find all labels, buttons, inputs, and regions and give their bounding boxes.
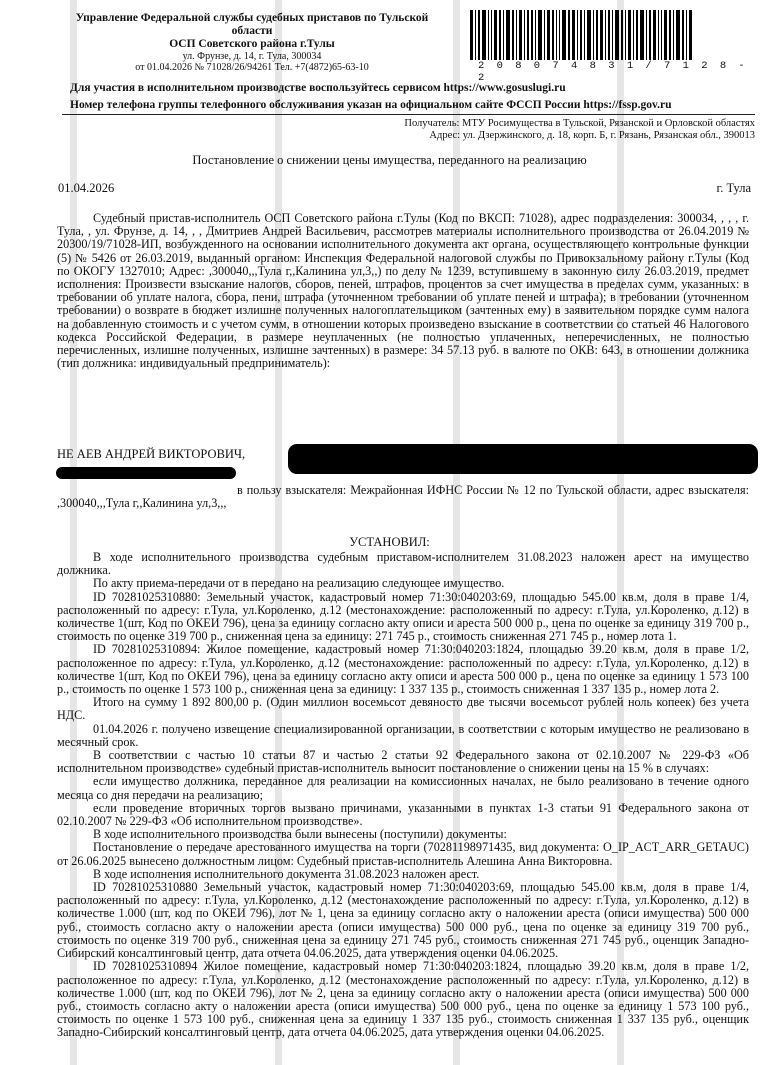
- body-paragraph: если имущество должника, переданное для реализации на комиссионных началах, не было реализовано в течение одного месяца со дня передачи на реализацию;: [57, 774, 749, 802]
- intro-paragraph: [57, 212, 749, 370]
- gosuslugi-notice: Для участия в исполнительном производстве воспользуйтесь сервисом https://www.gosuslugi.ru: [70, 82, 566, 94]
- body-paragraph: ID 70281025310894 Жилое помещение, кадастровый номер 71:30:040203:1824, площадью 39.20 кв.м, доля в праве 1/2, расположенное по адресу: г.Тула, ул.Короленко, д.12 (местонахождение расположенный по адресу: г.Тула, ул.Короленко, д.12) в количестве 1.000 (шт, код по ОКЕИ 796), лот № 2, цена за единицу согласно акту о наложении ареста (описи имущества) 500 000 руб., стоимость согласно акту о наложении ареста (описи имущества) 500 000 руб., цена по оценке за единицу 1 573 100 руб., стоимость по оценке 1 573 100 руб., сниженная цена за единицу 1 337 135 руб., стоимость сниженная 1 337 135 руб., оценщик Западно-Сибирский консалтинговый центр, дата отчета 04.06.2025, дата утверждения оценки 04.06.2025.: [57, 959, 749, 1040]
- established-heading: УСТАНОВИЛ:: [349, 535, 430, 549]
- body-paragraph: Итого на сумму 1 892 800,00 р. (Один миллион восемьсот девяносто две тысячи восемьсот рублей ноль копеек) без учета НДС.: [57, 695, 749, 723]
- barcode: [470, 10, 760, 60]
- recoverer-paragraph: [57, 484, 749, 510]
- recipient-block: [404, 118, 755, 142]
- body-paragraph: В ходе исполнительного производства были вынесены (поступили) документы:: [93, 827, 507, 842]
- agency-name: Управление Федеральной службы судебных приставов по Тульской области: [75, 12, 429, 37]
- body-paragraph: По акту приема-передачи от в передано на реализацию следующее имущество.: [93, 576, 505, 591]
- body-paragraph: 01.04.2026 г. получено извещение специализированной организации, в соответствии с которым имущество не реализовано в месячный срок.: [57, 721, 749, 749]
- reference-line: от 01.04.2026 № 71028/26/94261 Тел. +7(4872)65-63-10: [135, 62, 369, 73]
- barcode-number: 2 0 8 0 7 4 8 3 1 / 7 1 2 8 - 2: [478, 60, 748, 84]
- main-body: [57, 551, 749, 1040]
- document-city: г. Тула: [716, 181, 751, 195]
- department-name: ОСП Советского района г.Тулы: [169, 38, 335, 50]
- body-paragraph: ID 70281025310880: Земельный участок, кадастровый номер 71:30:040203:69, площадью 545.00 кв.м, доля в праве 1/4, расположенный по адресу: г.Тула, ул.Короленко, д.12 (местонахождение: расположенный по адресу: г.Тула, ул.Короленко, д.12) в количестве 1(шт, Код по ОКЕИ 796), цена за единицу согласно акту описи и ареста 500 000 р., цена по оценке за единицу 319 700 р., стоимость по оценке 319 700 р., сниженная цена за единицу: 271 745 р., стоимость сниженная 271 745 р., номер лота 1.: [57, 589, 749, 644]
- body-paragraph: ID 70281025310880 Земельный участок, кадастровый номер 71:30:040203:69, площадью 545.00 кв.м, доля в праве 1/4, расположенный по адресу: г.Тула, ул.Короленко, д.12 (местонахождение расположенный по адресу: г.Тула, ул.Короленко, д.12) в количестве 1.000 (шт, код по ОКЕИ 796), лот № 1, цена за единицу согласно акту о наложении ареста (описи имущества) 500 000 руб., стоимость согласно акту о наложении ареста (описи имущества) 500 000 руб., цена по оценке за единицу 319 700 руб., стоимость по оценке 319 700 руб., сниженная цена за единицу 271 745 руб., стоимость сниженная 271 745 руб., оценщик Западно-Сибирский консалтинговый центр, дата отчета 04.06.2025, дата утверждения оценки 04.06.2025.: [57, 880, 749, 961]
- body-paragraph: В ходе исполнительного производства судебным приставом-исполнителем 31.08.2023 наложен арест на имущество должника.: [57, 550, 749, 578]
- body-paragraph: В ходе исполнения исполнительного документа 31.08.2023 наложен арест.: [93, 866, 480, 881]
- recoverer-text: в пользу взыскателя: Межрайонная ИФНС России № 12 по Тульской области, адрес взыскателя: ,300040,,,Тула г,,Калинина ул,3,,,: [57, 483, 749, 511]
- header-divider: [62, 114, 755, 115]
- body-paragraph: ID 70281025310894: Жилое помещение, кадастровый номер 71:30:040203:1824, площадью 39.20 кв.м, доля в праве 1/2, расположенное по адресу: г.Тула, ул.Короленко, д.12 (местонахождение: расположенный по адресу: г.Тула, ул.Короленко, д.12) в количестве 1(шт, Код по ОКЕИ 796), цена за единицу согласно акту описи и ареста 500 000 р., цена по оценке за единицу 1 573 100 р., стоимость по оценке 1 573 100 р., сниженная цена за единицу: 1 337 135 р., стоимость сниженная 1 337 135 р., номер лота 2.: [57, 642, 749, 697]
- recipient-address: Адрес: ул. Дзержинского, д. 18, корп. Б, г. Рязань, Рязанская обл., 390013: [429, 130, 755, 141]
- document-header: [62, 12, 442, 73]
- recipient-name: Получатель: МТУ Росимущества в Тульской, Рязанской и Орловской областях: [404, 118, 755, 129]
- phone-notice: Номер телефона группы телефонного обслуживания указан на официальном сайте ФССП России https://fssp.gov.ru: [70, 99, 672, 111]
- debtor-name: НЕ АЕВ АНДРЕЙ ВИКТОРОВИЧ,: [57, 447, 246, 461]
- intro-text: Судебный пристав-исполнитель ОСП Советского района г.Тулы (Код по ВКСП: 71028), адрес подразделения: 300034, , , , г. Тула, , ул. Фрунзе, д. 14, , , Дмитриев Андрей Васильевич, рассмотрев материалы исполнительного производства от 26.04.2019 № 20300/19/71028-ИП, возбужденного на основании исполнительного документа акт органа, осуществляющего контрольные функции (5) № 5426 от 26.03.2019, выданный органом: Инспекция Федеральной налоговой службы по Привокзальному району г.Тулы (Код по ОКОГУ 1327010; Адрес: ,300040,,,Тула г,,Калинина ул,3,,) по делу № 1239, вступившему в законную силу 26.03.2019, предмет исполнения: Произвести взыскание налогов, сборов, пеней, штрафов, процентов за счет имущества в пределах сумм, указанных: в требовании об уплате налога, сбора, пени, штрафа (уточненном требовании об уплате пеней и штрафа); в требовании (уточненном требовании) о возврате в бюджет излишне полученных налогоплательщиком (зачтенных ему) в заявительном порядке сумм налога на добавленную стоимость и с учетом сумм, в отношении которых произведено взыскание в соответствии со статьей 46 Налогового кодекса Российской Федерации, в размере неуплаченных (не полностью уплаченных, неперечисленных, не полностью перечисленных, излишне полученных, излишне зачтенных) в размере: 34 57.13 руб. в валюте по ОКВ: 643, в отношении должника (тип должника: индивидуальный предприниматель):: [57, 211, 749, 371]
- document-title: Постановление о снижении цены имущества, переданного на реализацию: [192, 153, 587, 167]
- department-address: ул. Фрунзе, д. 14, г. Тула, 300034: [182, 51, 322, 62]
- redaction-bar: [288, 444, 758, 474]
- body-paragraph: Постановление о передаче арестованного имущества на торги (70281198971435, вид документа: O_IP_ACT_ARR_GETAUC) от 26.06.2025 вынесено должностным лицом: Судебный пристав-исполнитель Алешина Анна Викторовна.: [57, 840, 749, 868]
- body-paragraph: если проведение вторичных торгов вызвано причинами, указанными в пунктах 1-3 статьи 91 Федерального закона от 02.10.2007 № 229-ФЗ «Об исполнительном производстве».: [57, 800, 749, 829]
- body-paragraph: В соответствии с частью 10 статьи 87 и частью 2 статьи 92 Федерального закона от 02.10.2007 № 229-ФЗ «Об исполнительном производстве» судебный пристав-исполнитель выносит постановление о снижении цены на 15 % в случаях:: [57, 748, 749, 776]
- document-date: 01.04.2026: [58, 181, 115, 195]
- redaction-bar: [56, 467, 236, 479]
